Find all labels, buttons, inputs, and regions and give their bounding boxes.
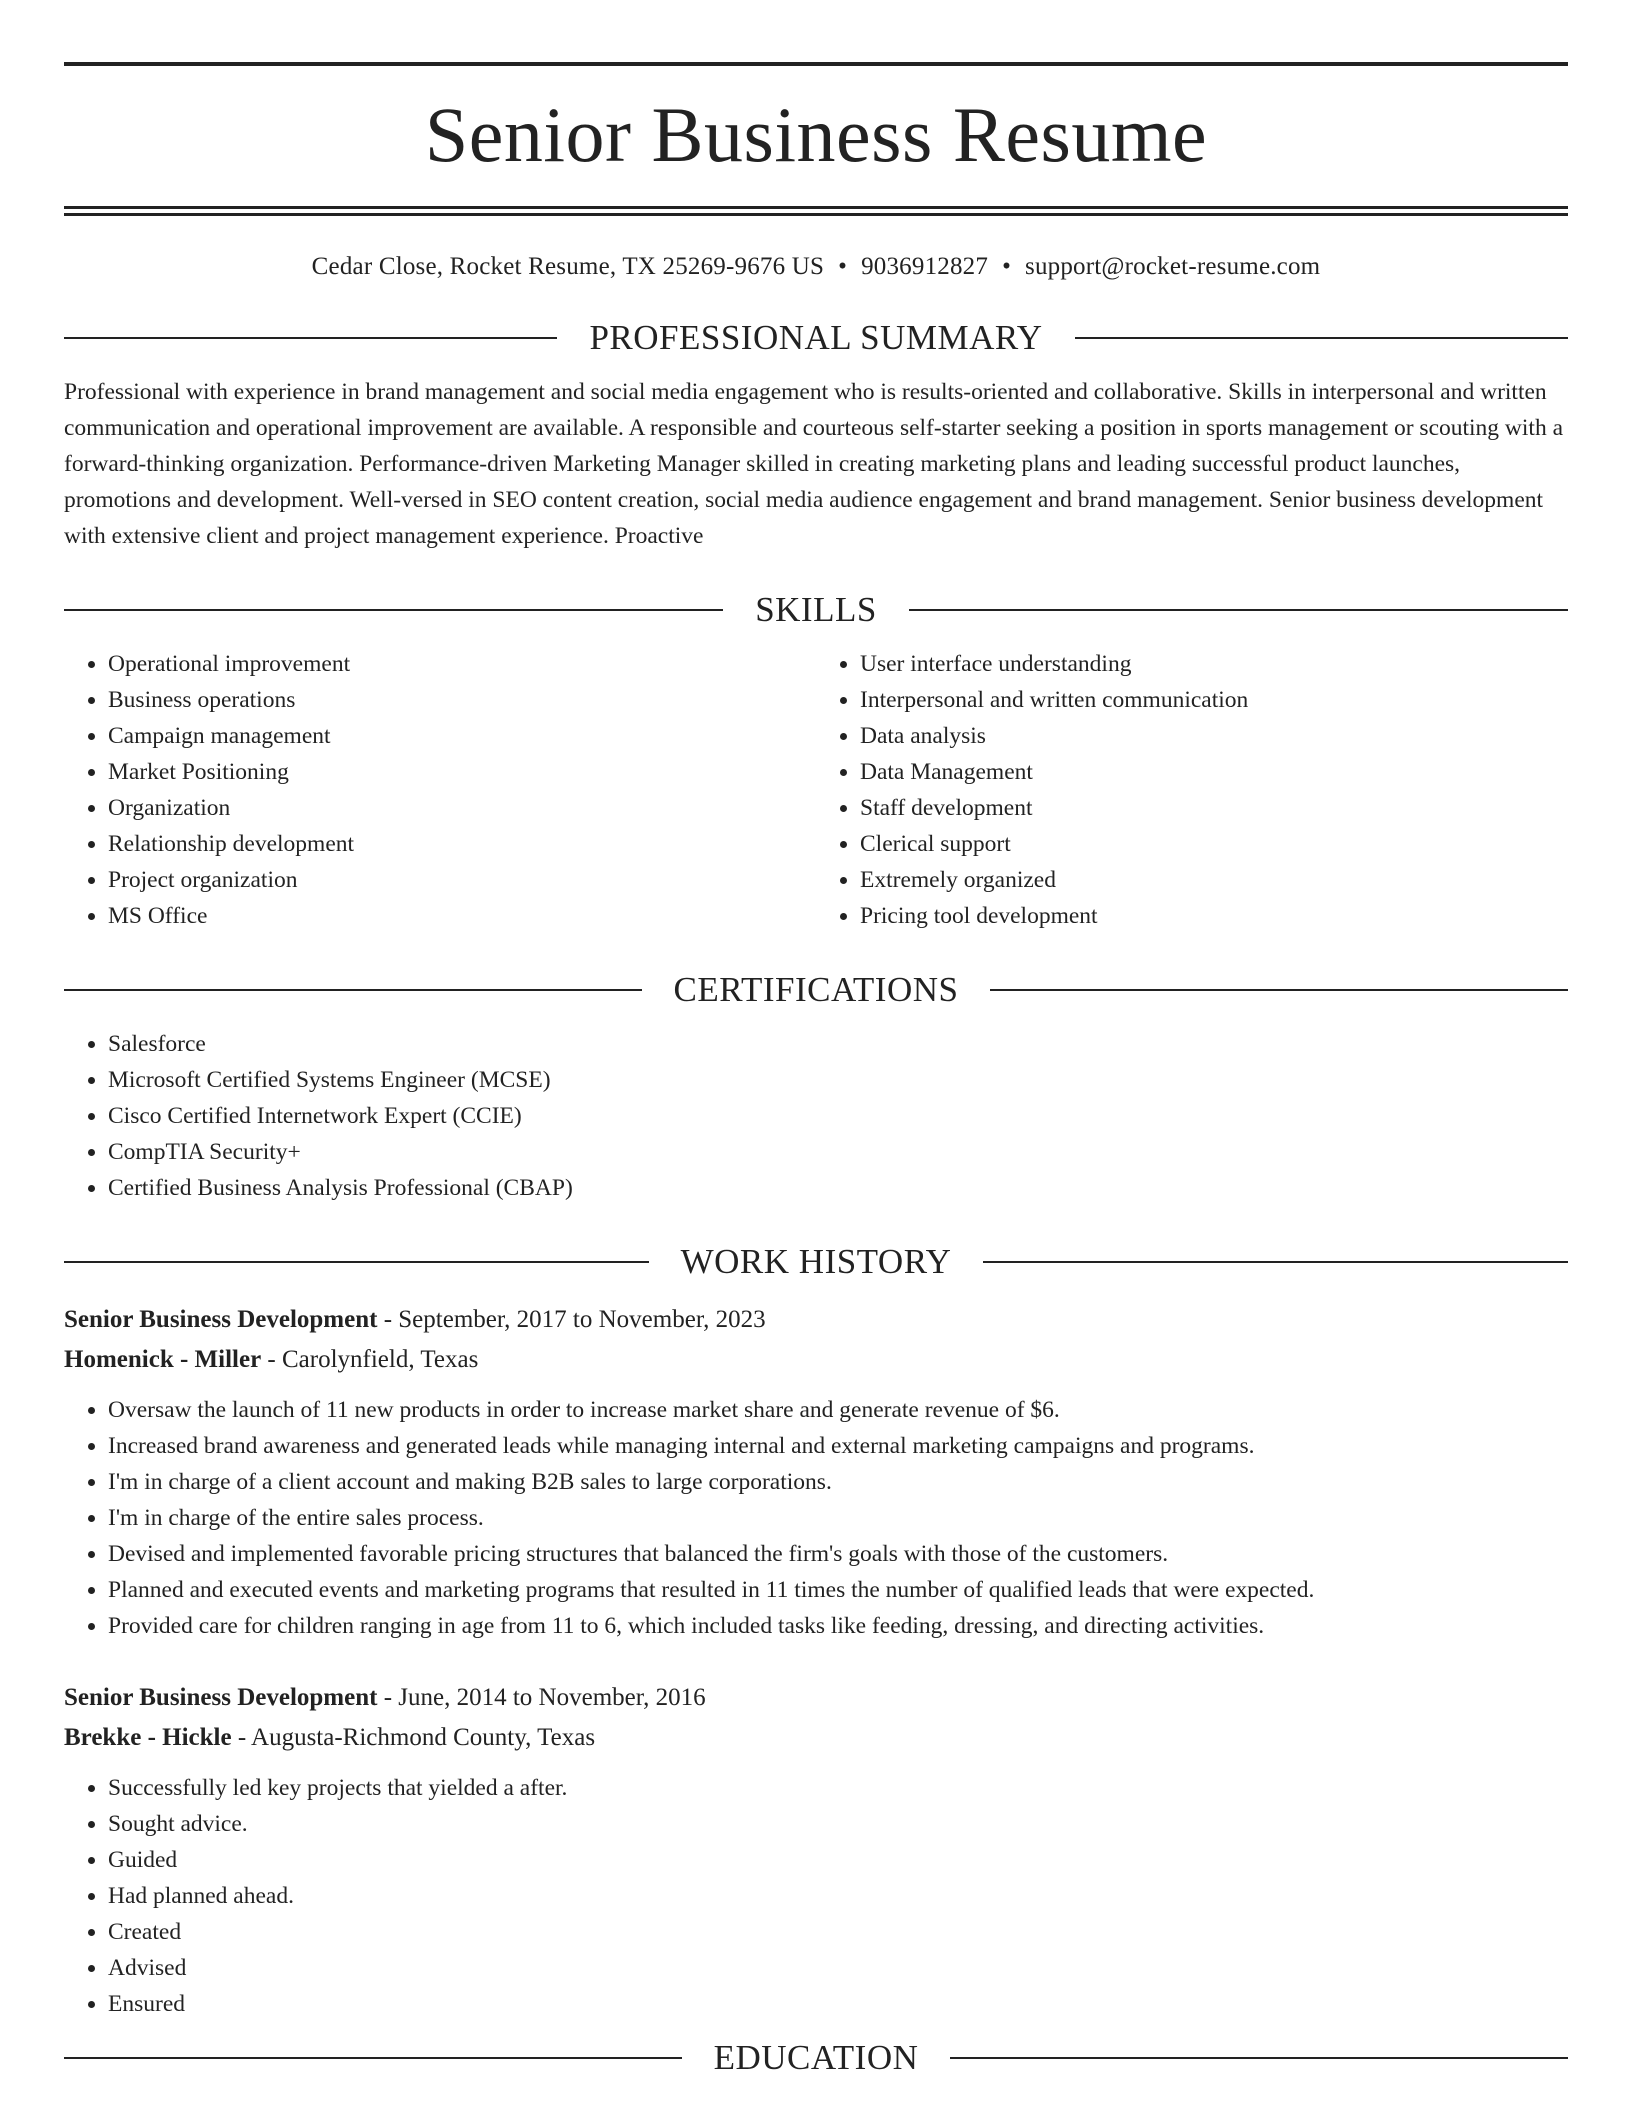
- job-bullet: • Successfully led key projects that yielded a after.: [108, 1770, 1568, 1806]
- job-bullet: • Sought advice.: [108, 1806, 1568, 1842]
- job-company: Brekke - Hickle: [64, 1724, 232, 1751]
- job-bullet: • Created: [108, 1914, 1568, 1950]
- job-company: Homenick - Miller: [64, 1346, 262, 1373]
- skill-item: • Data analysis: [860, 718, 1568, 754]
- job-dates: - June, 2014 to November, 2016: [377, 1684, 706, 1711]
- skill-item: • Data Management: [860, 754, 1568, 790]
- section-title: EDUCATION: [713, 2038, 919, 2077]
- skill-item: • Operational improvement: [108, 646, 816, 682]
- section-heading-summary: [64, 316, 1568, 360]
- work-history: [64, 1300, 1568, 2022]
- section-heading-work: [64, 1240, 1568, 1284]
- job-bullets: [64, 1770, 1568, 2022]
- certifications-list: [64, 1026, 1568, 1206]
- heading-rule-left: [64, 989, 642, 991]
- skills-columns: [64, 632, 1568, 934]
- skill-item: • Extremely organized: [860, 862, 1568, 898]
- heading-rule-right: [983, 1261, 1568, 1263]
- heading-rule-right: [950, 2057, 1568, 2059]
- job-bullet: • Guided: [108, 1842, 1568, 1878]
- skill-item: • Relationship development: [108, 826, 816, 862]
- top-rule: [64, 62, 1568, 66]
- certification-item: • Salesforce: [108, 1026, 1568, 1062]
- certification-item: • Microsoft Certified Systems Engineer (MCSE): [108, 1062, 1568, 1098]
- job-bullet: • Advised: [108, 1950, 1568, 1986]
- job-company-line: [64, 1340, 1568, 1380]
- job-dates: - September, 2017 to November, 2023: [377, 1306, 766, 1333]
- skill-item: • Campaign management: [108, 718, 816, 754]
- heading-rule-right: [909, 609, 1568, 611]
- job-bullet: • Oversaw the launch of 11 new products in order to increase market share and generate revenue of $6.: [108, 1392, 1568, 1428]
- job-bullet: • Had planned ahead.: [108, 1878, 1568, 1914]
- job-title: Senior Business Development: [64, 1684, 378, 1711]
- job-entry: [64, 1678, 1568, 2022]
- job-bullet: • Increased brand awareness and generated leads while managing internal and external marketing campaigns and programs.: [108, 1428, 1568, 1464]
- section-title: WORK HISTORY: [680, 1242, 952, 1281]
- skill-item: • MS Office: [108, 898, 816, 934]
- section-title: CERTIFICATIONS: [673, 970, 959, 1009]
- job-company-line: [64, 1718, 1568, 1758]
- certification-item: • Cisco Certified Internetwork Expert (CCIE): [108, 1098, 1568, 1134]
- job-entry: [64, 1300, 1568, 1644]
- section-heading-skills: [64, 588, 1568, 632]
- page-title: Senior Business Resume: [424, 91, 1208, 178]
- job-location: - Augusta-Richmond County, Texas: [231, 1724, 596, 1751]
- summary-paragraph: Professional with experience in brand management and social media engagement who is results-oriented and collaborative. Skills in interpersonal and written communication and operational improvement are available. A responsible and courteous self-starter seeking a position in sports management or scouting with a forward-thinking organization. Performance-driven Marketing Manager skilled in creating marketing plans and leading successful product launches, promotions and development. Well-versed in SEO content creation, social media audience engagement and brand management. Senior business development with extensive client and project management experience. Proactive: [64, 379, 1564, 549]
- skill-item: • Organization: [108, 790, 816, 826]
- title-double-rule: [64, 206, 1568, 216]
- job-location: - Carolynfield, Texas: [261, 1346, 479, 1373]
- job-title: Senior Business Development: [64, 1306, 378, 1333]
- section-heading-education: [64, 2036, 1568, 2080]
- section-title: PROFESSIONAL SUMMARY: [589, 318, 1043, 357]
- contact-separator: •: [1002, 253, 1012, 280]
- section-heading-certifications: [64, 968, 1568, 1012]
- skill-item: • Market Positioning: [108, 754, 816, 790]
- job-title-line: [64, 1678, 1568, 1718]
- skill-item: • User interface understanding: [860, 646, 1568, 682]
- job-bullet: • Planned and executed events and marketing programs that resulted in 11 times the number of qualified leads that were expected.: [108, 1572, 1568, 1608]
- heading-rule-right: [1075, 337, 1568, 339]
- job-bullet: • Devised and implemented favorable pricing structures that balanced the firm's goals with those of the customers.: [108, 1536, 1568, 1572]
- certification-item: • Certified Business Analysis Professional (CBAP): [108, 1170, 1568, 1206]
- certification-item: • CompTIA Security+: [108, 1134, 1568, 1170]
- skill-item: • Pricing tool development: [860, 898, 1568, 934]
- contact-line: [64, 252, 1568, 282]
- job-bullet: • Ensured: [108, 1986, 1568, 2022]
- job-bullet: • Provided care for children ranging in age from 11 to 6, which included tasks like feeding, dressing, and directing activities.: [108, 1608, 1568, 1644]
- skill-item: • Project organization: [108, 862, 816, 898]
- job-title-line: [64, 1300, 1568, 1340]
- job-bullet: • I'm in charge of the entire sales process.: [108, 1500, 1568, 1536]
- skill-item: • Interpersonal and written communication: [860, 682, 1568, 718]
- skills-list-right: [816, 646, 1568, 934]
- heading-rule-left: [64, 2057, 682, 2059]
- skills-list-left: [64, 646, 816, 934]
- contact-phone: 9036912827: [861, 253, 989, 280]
- skill-item: • Clerical support: [860, 826, 1568, 862]
- heading-rule-left: [64, 337, 557, 339]
- skill-item: • Business operations: [108, 682, 816, 718]
- contact-email: support@rocket-resume.com: [1025, 253, 1321, 280]
- heading-rule-left: [64, 609, 723, 611]
- contact-separator: •: [838, 253, 848, 280]
- section-title: SKILLS: [755, 590, 877, 629]
- contact-address: Cedar Close, Rocket Resume, TX 25269-9676 US: [311, 253, 825, 280]
- job-bullets: [64, 1392, 1568, 1644]
- job-bullet: • I'm in charge of a client account and making B2B sales to large corporations.: [108, 1464, 1568, 1500]
- skill-item: • Staff development: [860, 790, 1568, 826]
- heading-rule-left: [64, 1261, 649, 1263]
- heading-rule-right: [990, 989, 1568, 991]
